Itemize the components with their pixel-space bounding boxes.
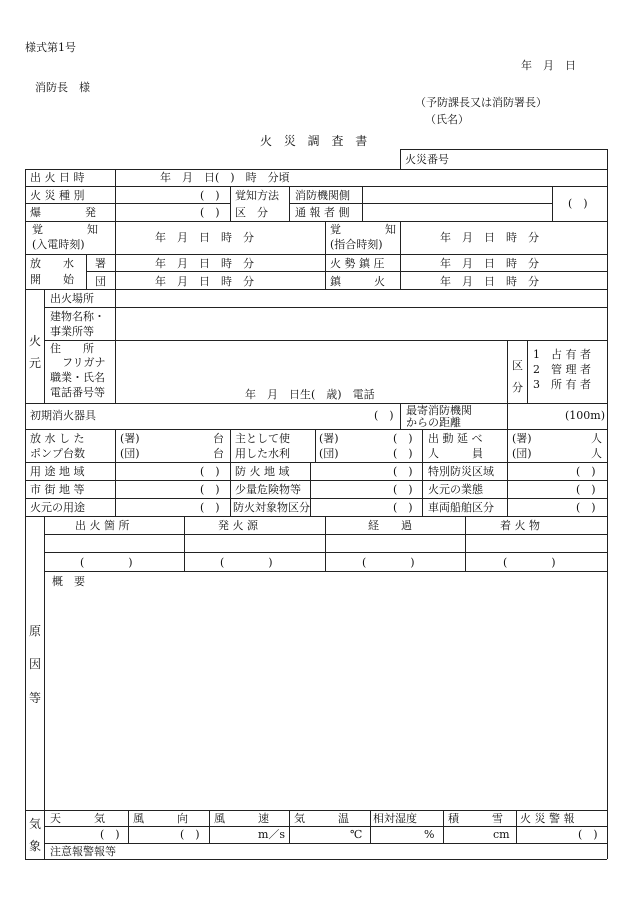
weather-header-wind-dir: 風 向 xyxy=(133,812,188,825)
origin-building1: 建物名称・ xyxy=(50,310,105,323)
weather-header-snow: 積 雪 xyxy=(448,812,503,825)
cause-col-ignition: 発 火 源 xyxy=(218,519,258,532)
origin-building2: 事業所等 xyxy=(50,325,94,338)
fire-type-label: 火 災 種 別 xyxy=(30,189,85,202)
cause-paren-origin[interactable]: ( ) xyxy=(80,556,133,569)
weather-snow-unit: cm xyxy=(493,828,510,841)
fire-prevention-label: 防火対象物区分 xyxy=(233,501,310,514)
awareness2-value[interactable]: 年 月 日 時 分 xyxy=(440,231,539,244)
origin-class2[interactable]: 2 管 理 者 xyxy=(533,363,591,376)
weather-warning-paren[interactable]: ( ) xyxy=(578,828,598,841)
weather-sky-paren[interactable]: ( ) xyxy=(100,828,120,841)
weather-wind-dir-paren[interactable]: ( ) xyxy=(180,828,200,841)
water-start-label2: 開 始 xyxy=(30,273,74,286)
cause-summary-area[interactable] xyxy=(48,592,602,806)
water-start-station-value[interactable]: 年 月 日 時 分 xyxy=(155,257,254,270)
urban-label: 市 街 地 等 xyxy=(30,483,85,496)
vehicle-paren[interactable]: ( ) xyxy=(576,501,596,514)
origin-use-paren[interactable]: ( ) xyxy=(200,501,220,514)
pumps-water-corps: (団) xyxy=(319,447,339,460)
occurrence-label: 出 火 日 時 xyxy=(30,171,85,184)
pumps-unit-station: 台 xyxy=(213,432,224,445)
pumps-water-paren1[interactable]: ( ) xyxy=(393,432,413,445)
urban-paren[interactable]: ( ) xyxy=(200,483,220,496)
pumps-water1: 主として使 xyxy=(235,432,290,445)
weather-label-1: 気 xyxy=(29,817,42,831)
water-start-corps-value[interactable]: 年 月 日 時 分 xyxy=(155,275,254,288)
pumps-water-station: (署) xyxy=(319,432,339,445)
cause-label-2: 因 xyxy=(29,657,42,671)
water-start-corps: 団 xyxy=(95,275,106,288)
cause-label-3: 等 xyxy=(29,691,42,705)
origin-address4: 電話番号等 xyxy=(50,386,105,399)
business-paren[interactable]: ( ) xyxy=(576,483,596,496)
hazmat-paren[interactable]: ( ) xyxy=(393,483,413,496)
pumps-person-station: 人 xyxy=(591,432,602,445)
pumps-label2: ポンプ台数 xyxy=(30,447,85,460)
pumps-person-corps: 人 xyxy=(591,447,602,460)
pumps-dispatch-station: (署) xyxy=(512,432,532,445)
pumps-station: (署) xyxy=(120,432,140,445)
fire-org-side: 消防機関側 xyxy=(295,189,350,202)
pumps-unit-corps: 台 xyxy=(213,447,224,460)
origin-place: 出火場所 xyxy=(50,292,94,305)
hazmat-label: 少量危険物等 xyxy=(235,483,301,496)
cause-summary-label: 概 要 xyxy=(52,575,85,588)
origin-address1: 住 所 xyxy=(50,342,94,355)
cause-col-origin: 出 火 箇 所 xyxy=(75,519,130,532)
origin-label: 火元 xyxy=(29,334,42,370)
awareness2-label: 覚 知 xyxy=(330,223,396,236)
pumps-water-paren2[interactable]: ( ) xyxy=(393,447,413,460)
addressee: 消防長 様 xyxy=(35,81,90,94)
cause-paren-material[interactable]: ( ) xyxy=(503,556,556,569)
weather-label-2: 象 xyxy=(29,839,42,853)
origin-use-label: 火元の用途 xyxy=(30,501,85,514)
weather-header-warning: 火 災 警 報 xyxy=(520,812,575,825)
origin-birth[interactable]: 年 月 日生( 歳) 電話 xyxy=(245,388,375,401)
initial-nearest1: 最寄消防機関 xyxy=(406,404,472,417)
special-zone-paren[interactable]: ( ) xyxy=(576,465,596,478)
weather-speed-unit: m／s xyxy=(258,828,286,841)
origin-class-label: 区分 xyxy=(512,359,523,394)
date-line: 年 月 日 xyxy=(521,59,576,72)
origin-address2: フリガナ xyxy=(62,356,106,369)
explosion-label: 爆 発 xyxy=(30,206,96,219)
sender-title: （予防課長又は消防署長） xyxy=(415,96,547,109)
initial-paren[interactable]: ( ) xyxy=(374,409,394,422)
weather-advisory-label: 注意報警報等 xyxy=(50,845,116,858)
notice-paren[interactable]: ( ) xyxy=(568,197,588,210)
vehicle-label: 車両船舶区分 xyxy=(428,501,494,514)
fire-zone-label: 防 火 地 域 xyxy=(235,465,290,478)
cause-label-1: 原 xyxy=(29,624,42,638)
cause-col-process: 経 過 xyxy=(368,519,412,532)
sender-name: （氏名） xyxy=(425,113,469,126)
occurrence-value[interactable]: 年 月 日( ) 時 分頃 xyxy=(160,171,290,184)
use-zone-paren[interactable]: ( ) xyxy=(200,465,220,478)
suppression-value[interactable]: 年 月 日 時 分 xyxy=(440,257,539,270)
origin-class1[interactable]: 1 占 有 者 xyxy=(533,348,591,361)
cause-paren-process[interactable]: ( ) xyxy=(362,556,415,569)
weather-header-humidity: 相対湿度 xyxy=(373,812,417,825)
fire-type-paren[interactable]: ( ) xyxy=(200,189,220,202)
doc-title: 火 災 調 査 書 xyxy=(260,134,372,148)
weather-header-temp: 気 温 xyxy=(294,812,349,825)
origin-class3[interactable]: 3 所 有 者 xyxy=(533,378,591,391)
form-number: 様式第1号 xyxy=(25,41,76,54)
pumps-dispatch-corps: (団) xyxy=(512,447,532,460)
weather-humidity-unit: % xyxy=(424,828,435,841)
use-zone-label: 用 途 地 域 xyxy=(30,465,85,478)
pumps-dispatch1: 出 動 延 べ xyxy=(428,432,483,445)
fire-prevention-paren[interactable]: ( ) xyxy=(393,501,413,514)
suppression-label: 火 勢 鎮 圧 xyxy=(330,257,385,270)
awareness-label: 覚 知 xyxy=(32,223,98,236)
pumps-corps: (団) xyxy=(120,447,140,460)
business-label: 火元の業態 xyxy=(428,483,483,496)
initial-unit: (100m) xyxy=(565,409,606,422)
origin-address3: 職業・氏名 xyxy=(50,371,105,384)
notice-method-label: 覚知方法 xyxy=(235,189,279,202)
reporter-side: 通 報 者 側 xyxy=(295,206,350,219)
weather-header-sky: 天 気 xyxy=(50,812,105,825)
cause-paren-ignition[interactable]: ( ) xyxy=(220,556,273,569)
fire-number-label: 火災番号 xyxy=(405,153,449,166)
water-start-label1: 放 水 xyxy=(30,257,74,270)
notice-method-sub: 区 分 xyxy=(235,206,268,219)
awareness2-sub: (指合時刻) xyxy=(330,238,383,251)
fire-zone-paren[interactable]: ( ) xyxy=(393,465,413,478)
pumps-label1: 放 水 し た xyxy=(30,432,85,445)
initial-label: 初期消火器具 xyxy=(30,409,96,422)
extinguished-value[interactable]: 年 月 日 時 分 xyxy=(440,275,539,288)
pumps-water2: 用した水利 xyxy=(235,447,290,460)
pumps-dispatch2: 人 員 xyxy=(428,447,483,460)
cause-col-material: 着 火 物 xyxy=(500,519,540,532)
explosion-paren[interactable]: ( ) xyxy=(200,206,220,219)
special-zone-label: 特別防災区域 xyxy=(428,465,494,478)
awareness-value[interactable]: 年 月 日 時 分 xyxy=(155,231,254,244)
extinguished-label: 鎮 火 xyxy=(330,275,385,288)
weather-temp-unit: ℃ xyxy=(350,828,363,841)
weather-header-wind-speed: 風 速 xyxy=(214,812,269,825)
water-start-station: 署 xyxy=(95,257,106,270)
initial-nearest2: からの距離 xyxy=(406,416,461,429)
awareness-sub: (入電時刻) xyxy=(32,238,85,251)
